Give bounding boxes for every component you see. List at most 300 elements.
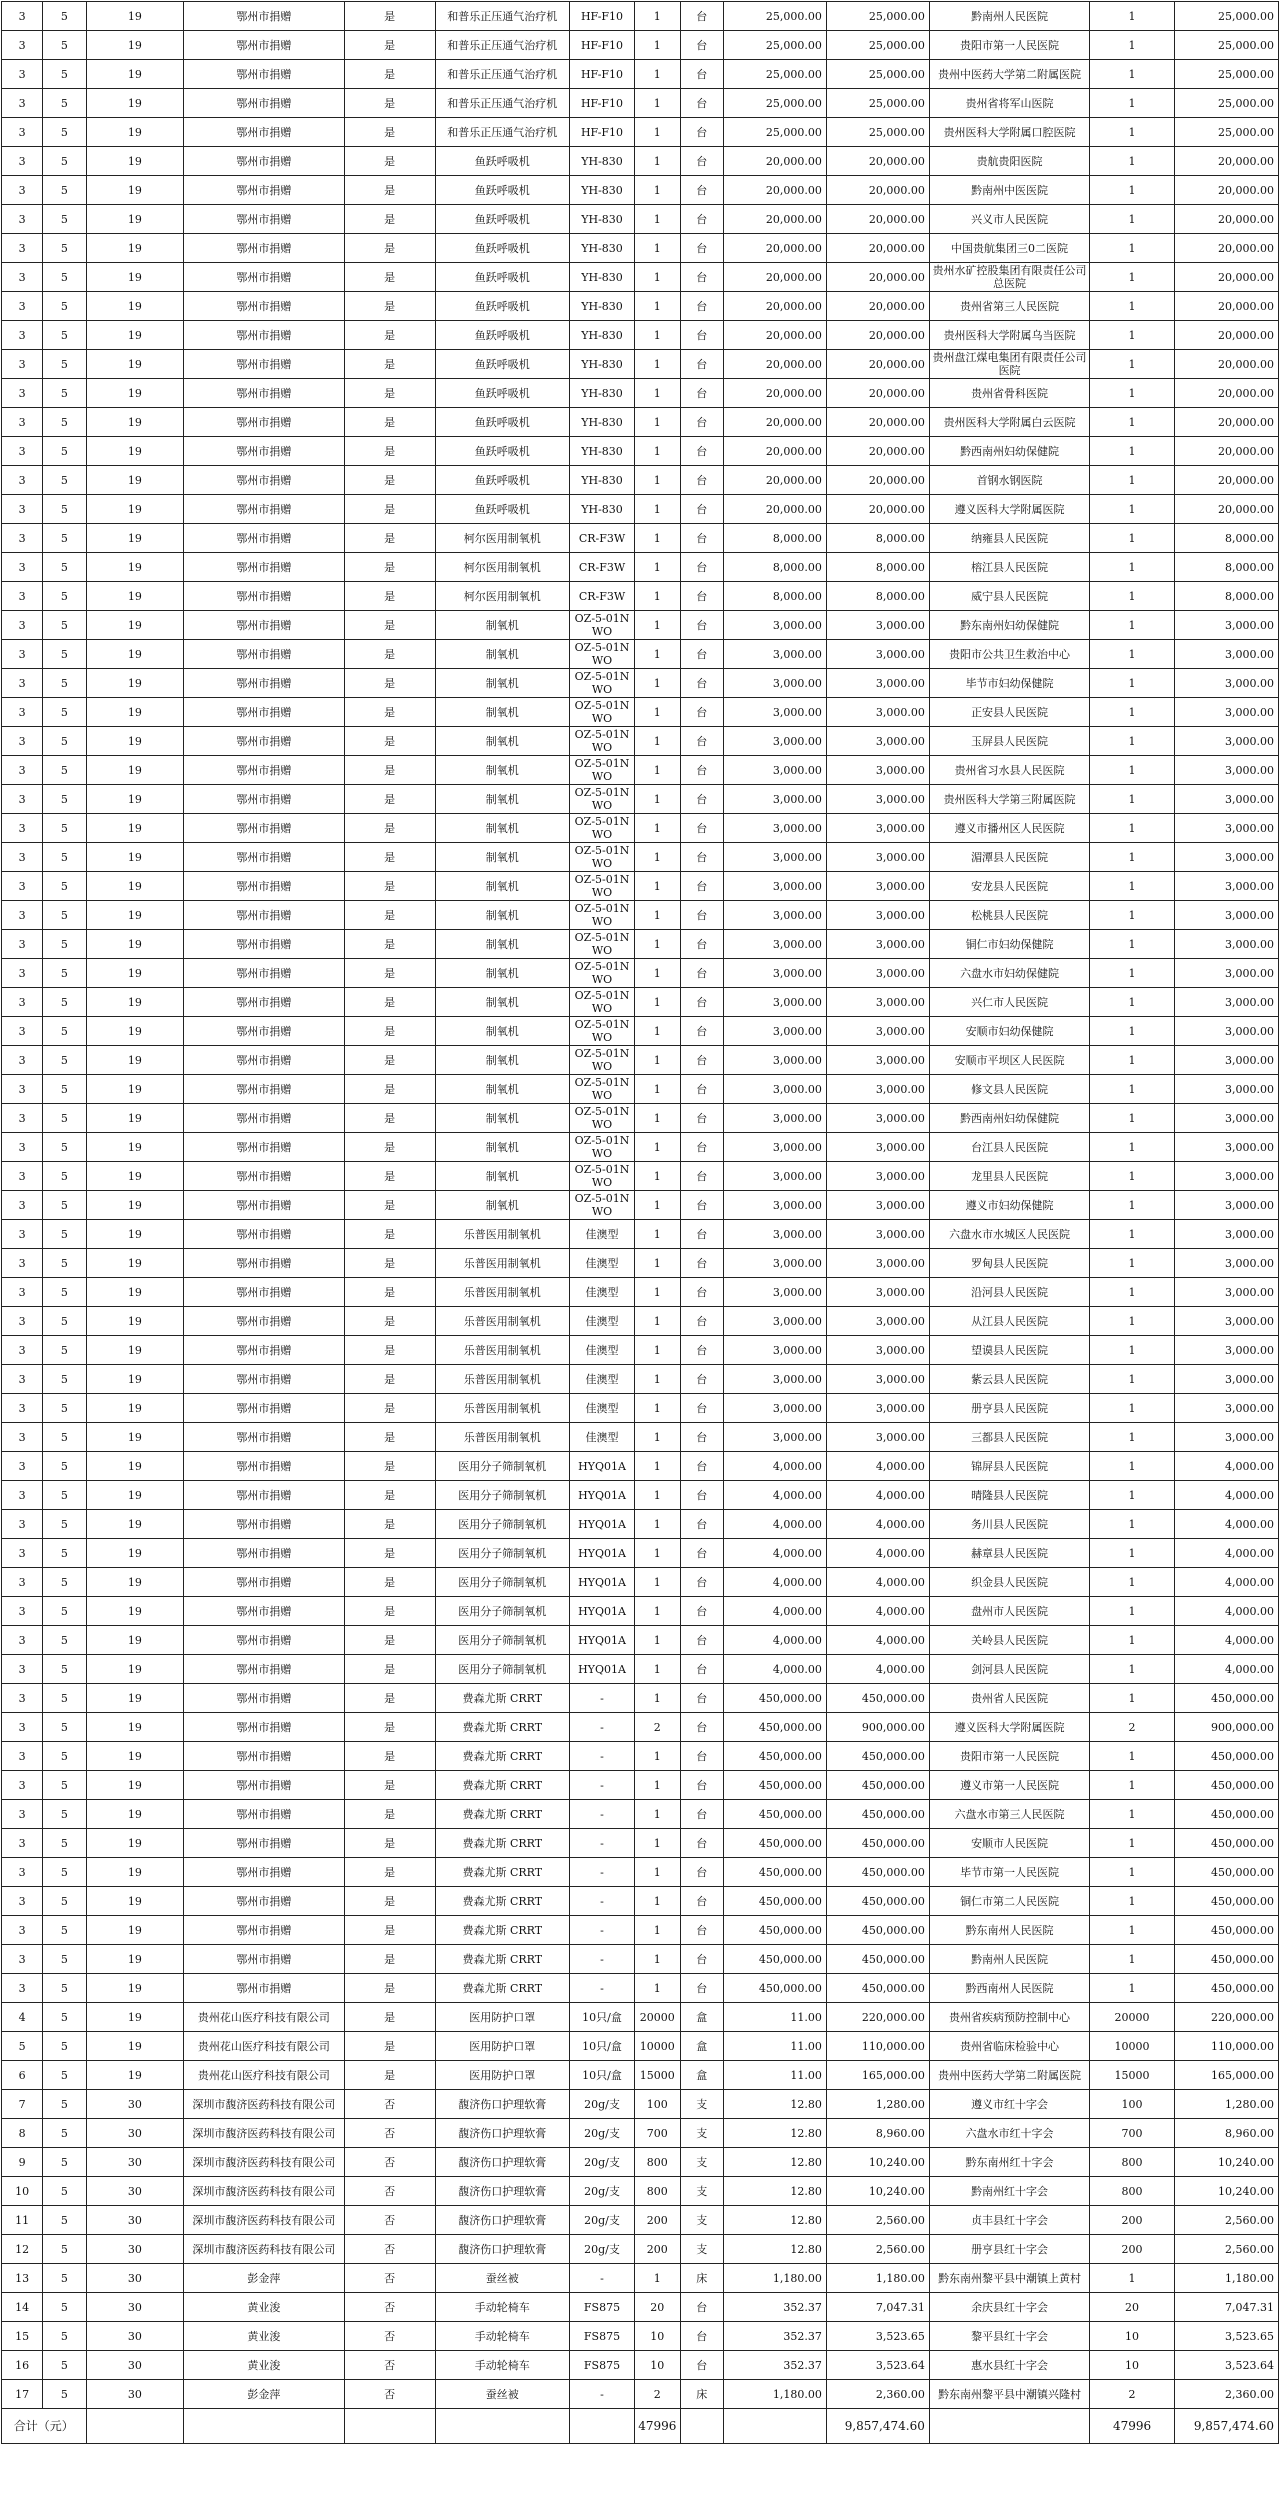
cell-qty: 1: [635, 1829, 681, 1858]
cell-amount: 25,000.00: [826, 31, 929, 60]
cell-unit: 台: [680, 118, 723, 147]
cell-spec: OZ-5-01NWO: [570, 843, 635, 872]
total-dist-qty: 47996: [1090, 2409, 1175, 2444]
cell-recipient: 从江县人民医院: [929, 1307, 1089, 1336]
cell-recipient: 贵航贵阳医院: [929, 147, 1089, 176]
cell-code: 19: [86, 205, 184, 234]
cell-seq: 3: [2, 234, 43, 263]
table-row: [2, 205, 1279, 234]
table-row: [2, 1713, 1279, 1742]
cell-price: 12.80: [723, 2206, 826, 2235]
cell-qty: 700: [635, 2119, 681, 2148]
cell-dist-amount: 20,000.00: [1174, 263, 1278, 292]
cell-dist-amount: 220,000.00: [1174, 2003, 1278, 2032]
cell-code: 30: [86, 2177, 184, 2206]
cell-qty: 1: [635, 437, 681, 466]
cell-unit: 台: [680, 698, 723, 727]
cell-spec: CR-F3W: [570, 582, 635, 611]
cell-recipient: 贵州省临床检验中心: [929, 2032, 1089, 2061]
cell-price: 3,000.00: [723, 1017, 826, 1046]
cell-dist-qty: 1: [1090, 988, 1175, 1017]
cell-spec: OZ-5-01NWO: [570, 988, 635, 1017]
cell-unit: 台: [680, 1394, 723, 1423]
cell-item: 制氧机: [435, 930, 569, 959]
cell-unit: 盒: [680, 2003, 723, 2032]
cell-dist-amount: 450,000.00: [1174, 1858, 1278, 1887]
cell-item: 手动轮椅车: [435, 2322, 569, 2351]
cell-seq: 3: [2, 1104, 43, 1133]
cell-spec: 20g/支: [570, 2119, 635, 2148]
cell-code: 19: [86, 1771, 184, 1800]
cell-price: 3,000.00: [723, 785, 826, 814]
cell-spec: OZ-5-01NWO: [570, 814, 635, 843]
table-row: [2, 901, 1279, 930]
cell-recipient: 修文县人民医院: [929, 1075, 1089, 1104]
cell-code: 19: [86, 959, 184, 988]
cell-dist-amount: 3,000.00: [1174, 785, 1278, 814]
cell-seq: 3: [2, 959, 43, 988]
cell-spec: HYQ01A: [570, 1626, 635, 1655]
cell-amount: 3,000.00: [826, 959, 929, 988]
cell-amount: 450,000.00: [826, 1800, 929, 1829]
cell-unit: 台: [680, 1684, 723, 1713]
cell-item: 馥济伤口护理软膏: [435, 2206, 569, 2235]
cell-amount: 3,000.00: [826, 1046, 929, 1075]
cell-dist-qty: 1: [1090, 1887, 1175, 1916]
cell-donor: 黄业浚: [184, 2293, 344, 2322]
cell-code: 19: [86, 611, 184, 640]
cell-qty: 1: [635, 1481, 681, 1510]
cell-recipient: 黔南州人民医院: [929, 1945, 1089, 1974]
cell-code: 19: [86, 843, 184, 872]
cell-recipient: 黔南州红十字会: [929, 2177, 1089, 2206]
cell-amount: 20,000.00: [826, 205, 929, 234]
cell-donor: 鄂州市捐赠: [184, 930, 344, 959]
cell-dist-qty: 1: [1090, 1945, 1175, 1974]
cell-recipient: 毕节市第一人民医院: [929, 1858, 1089, 1887]
cell-unit: 台: [680, 814, 723, 843]
cell-code: 19: [86, 1046, 184, 1075]
cell-item: 制氧机: [435, 988, 569, 1017]
cell-amount: 3,000.00: [826, 1220, 929, 1249]
cell-flag: 是: [344, 31, 435, 60]
cell-flag: 是: [344, 495, 435, 524]
cell-unit: 台: [680, 1887, 723, 1916]
cell-qty: 1: [635, 2, 681, 31]
cell-price: 25,000.00: [723, 89, 826, 118]
cell-flag: 是: [344, 1133, 435, 1162]
cell-batch: 5: [43, 2177, 86, 2206]
cell-donor: 鄂州市捐赠: [184, 495, 344, 524]
cell-dist-qty: 1: [1090, 582, 1175, 611]
cell-dist-amount: 3,000.00: [1174, 1423, 1278, 1452]
cell-batch: 5: [43, 89, 86, 118]
cell-code: 19: [86, 118, 184, 147]
cell-flag: 是: [344, 1394, 435, 1423]
cell-seq: 3: [2, 1858, 43, 1887]
cell-item: 医用分子筛制氧机: [435, 1655, 569, 1684]
cell-item: 鱼跃呼吸机: [435, 147, 569, 176]
table-row: [2, 2235, 1279, 2264]
cell-dist-amount: 3,000.00: [1174, 930, 1278, 959]
cell-spec: OZ-5-01NWO: [570, 1017, 635, 1046]
cell-amount: 3,000.00: [826, 872, 929, 901]
cell-flag: 是: [344, 1742, 435, 1771]
cell-batch: 5: [43, 1278, 86, 1307]
cell-price: 12.80: [723, 2090, 826, 2119]
cell-amount: 25,000.00: [826, 60, 929, 89]
cell-code: 19: [86, 1916, 184, 1945]
cell-code: 19: [86, 1336, 184, 1365]
cell-code: 19: [86, 2, 184, 31]
cell-price: 25,000.00: [723, 31, 826, 60]
cell-spec: -: [570, 1742, 635, 1771]
cell-item: 费森尤斯 CRRT: [435, 1742, 569, 1771]
cell-flag: 否: [344, 2264, 435, 2293]
cell-qty: 1: [635, 1249, 681, 1278]
table-row: [2, 2148, 1279, 2177]
cell-flag: 否: [344, 2235, 435, 2264]
cell-unit: 台: [680, 1539, 723, 1568]
cell-code: 19: [86, 60, 184, 89]
cell-qty: 1: [635, 1684, 681, 1713]
cell-amount: 20,000.00: [826, 379, 929, 408]
cell-batch: 5: [43, 1104, 86, 1133]
cell-seq: 12: [2, 2235, 43, 2264]
cell-qty: 1: [635, 1452, 681, 1481]
cell-unit: 台: [680, 1365, 723, 1394]
cell-donor: 鄂州市捐赠: [184, 466, 344, 495]
cell-donor: 鄂州市捐赠: [184, 1539, 344, 1568]
cell-batch: 5: [43, 437, 86, 466]
cell-item: 手动轮椅车: [435, 2293, 569, 2322]
cell-item: 费森尤斯 CRRT: [435, 1829, 569, 1858]
cell-code: 19: [86, 1394, 184, 1423]
cell-spec: -: [570, 1887, 635, 1916]
cell-amount: 3,000.00: [826, 1278, 929, 1307]
cell-qty: 1: [635, 1916, 681, 1945]
cell-qty: 1: [635, 1423, 681, 1452]
cell-price: 3,000.00: [723, 930, 826, 959]
cell-recipient: 黔西南州妇幼保健院: [929, 437, 1089, 466]
cell-price: 8,000.00: [723, 524, 826, 553]
cell-flag: 是: [344, 1945, 435, 1974]
cell-recipient: 织金县人民医院: [929, 1568, 1089, 1597]
table-row: [2, 1104, 1279, 1133]
cell-donor: 彭金萍: [184, 2264, 344, 2293]
cell-dist-qty: 1: [1090, 147, 1175, 176]
table-row: [2, 263, 1279, 292]
cell-dist-amount: 4,000.00: [1174, 1597, 1278, 1626]
cell-qty: 1: [635, 1626, 681, 1655]
cell-item: 鱼跃呼吸机: [435, 234, 569, 263]
cell-item: 乐普医用制氧机: [435, 1278, 569, 1307]
cell-code: 19: [86, 669, 184, 698]
cell-qty: 1: [635, 118, 681, 147]
cell-qty: 10: [635, 2322, 681, 2351]
cell-unit: 台: [680, 379, 723, 408]
cell-batch: 5: [43, 524, 86, 553]
cell-donor: 鄂州市捐赠: [184, 640, 344, 669]
cell-amount: 3,000.00: [826, 1365, 929, 1394]
cell-amount: 20,000.00: [826, 292, 929, 321]
cell-qty: 1: [635, 785, 681, 814]
cell-flag: 是: [344, 379, 435, 408]
cell-spec: OZ-5-01NWO: [570, 1162, 635, 1191]
cell-seq: 3: [2, 669, 43, 698]
cell-dist-qty: 1: [1090, 1104, 1175, 1133]
cell-spec: YH-830: [570, 147, 635, 176]
cell-donor: 鄂州市捐赠: [184, 1742, 344, 1771]
cell-code: 19: [86, 1220, 184, 1249]
cell-seq: 3: [2, 89, 43, 118]
table-row: [2, 379, 1279, 408]
cell-dist-amount: 450,000.00: [1174, 1800, 1278, 1829]
table-row: [2, 1945, 1279, 1974]
cell-item: 乐普医用制氧机: [435, 1336, 569, 1365]
cell-item: 鱼跃呼吸机: [435, 176, 569, 205]
cell-qty: 1: [635, 611, 681, 640]
cell-spec: 佳澳型: [570, 1365, 635, 1394]
cell-batch: 5: [43, 379, 86, 408]
table-row: [2, 2090, 1279, 2119]
cell-recipient: 贵州水矿控股集团有限责任公司总医院: [929, 263, 1089, 292]
cell-dist-qty: 1: [1090, 60, 1175, 89]
cell-dist-amount: 20,000.00: [1174, 466, 1278, 495]
cell-unit: 台: [680, 2351, 723, 2380]
cell-dist-amount: 3,000.00: [1174, 1336, 1278, 1365]
cell-recipient: 贵州医科大学附属白云医院: [929, 408, 1089, 437]
cell-spec: HF-F10: [570, 31, 635, 60]
cell-amount: 450,000.00: [826, 1684, 929, 1713]
cell-amount: 20,000.00: [826, 147, 929, 176]
cell-dist-amount: 20,000.00: [1174, 495, 1278, 524]
cell-donor: 鄂州市捐赠: [184, 1104, 344, 1133]
cell-recipient: 台江县人民医院: [929, 1133, 1089, 1162]
cell-qty: 15000: [635, 2061, 681, 2090]
cell-donor: 深圳市馥济医药科技有限公司: [184, 2119, 344, 2148]
cell-dist-qty: 1: [1090, 1597, 1175, 1626]
cell-dist-qty: 1: [1090, 1336, 1175, 1365]
cell-recipient: 正安县人民医院: [929, 698, 1089, 727]
cell-unit: 台: [680, 1945, 723, 1974]
cell-spec: -: [570, 2264, 635, 2293]
cell-item: 鱼跃呼吸机: [435, 263, 569, 292]
cell-dist-qty: 1: [1090, 1742, 1175, 1771]
cell-donor: 鄂州市捐赠: [184, 1771, 344, 1800]
cell-code: 30: [86, 2380, 184, 2409]
cell-price: 4,000.00: [723, 1481, 826, 1510]
cell-amount: 3,000.00: [826, 1394, 929, 1423]
cell-batch: 5: [43, 988, 86, 1017]
cell-donor: 鄂州市捐赠: [184, 814, 344, 843]
cell-donor: 鄂州市捐赠: [184, 1307, 344, 1336]
cell-batch: 5: [43, 1133, 86, 1162]
cell-item: 费森尤斯 CRRT: [435, 1974, 569, 2003]
cell-batch: 5: [43, 2, 86, 31]
table-row: [2, 959, 1279, 988]
cell-code: 19: [86, 1539, 184, 1568]
cell-donor: 鄂州市捐赠: [184, 234, 344, 263]
cell-price: 450,000.00: [723, 1713, 826, 1742]
cell-price: 4,000.00: [723, 1510, 826, 1539]
cell-dist-amount: 25,000.00: [1174, 118, 1278, 147]
cell-dist-qty: 1: [1090, 553, 1175, 582]
cell-price: 3,000.00: [723, 756, 826, 785]
cell-qty: 1: [635, 1655, 681, 1684]
cell-dist-qty: 10: [1090, 2351, 1175, 2380]
cell-recipient: 黔西南州妇幼保健院: [929, 1104, 1089, 1133]
cell-batch: 5: [43, 582, 86, 611]
cell-dist-qty: 1: [1090, 1017, 1175, 1046]
cell-flag: 是: [344, 582, 435, 611]
cell-flag: 是: [344, 1829, 435, 1858]
cell-qty: 1: [635, 60, 681, 89]
cell-amount: 4,000.00: [826, 1481, 929, 1510]
cell-recipient: 遵义市妇幼保健院: [929, 1191, 1089, 1220]
cell-spec: YH-830: [570, 408, 635, 437]
cell-seq: 3: [2, 582, 43, 611]
cell-code: 19: [86, 31, 184, 60]
cell-unit: 台: [680, 1916, 723, 1945]
cell-item: 柯尔医用制氧机: [435, 582, 569, 611]
cell-flag: 是: [344, 118, 435, 147]
cell-batch: 5: [43, 466, 86, 495]
cell-price: 450,000.00: [723, 1829, 826, 1858]
cell-price: 3,000.00: [723, 814, 826, 843]
cell-qty: 1: [635, 176, 681, 205]
cell-code: 19: [86, 1249, 184, 1278]
cell-code: 19: [86, 1713, 184, 1742]
cell-code: 19: [86, 698, 184, 727]
cell-price: 3,000.00: [723, 872, 826, 901]
cell-dist-qty: 1: [1090, 495, 1175, 524]
cell-flag: 是: [344, 205, 435, 234]
cell-qty: 800: [635, 2148, 681, 2177]
cell-qty: 1: [635, 1539, 681, 1568]
cell-flag: 是: [344, 1191, 435, 1220]
cell-dist-amount: 20,000.00: [1174, 292, 1278, 321]
cell-amount: 20,000.00: [826, 495, 929, 524]
cell-dist-amount: 4,000.00: [1174, 1539, 1278, 1568]
cell-spec: YH-830: [570, 350, 635, 379]
table-row: [2, 2322, 1279, 2351]
cell-qty: 1: [635, 1510, 681, 1539]
table-row: [2, 1017, 1279, 1046]
cell-unit: 台: [680, 1104, 723, 1133]
cell-donor: 鄂州市捐赠: [184, 1423, 344, 1452]
cell-dist-amount: 3,000.00: [1174, 872, 1278, 901]
cell-qty: 1: [635, 698, 681, 727]
cell-recipient: 湄潭县人民医院: [929, 843, 1089, 872]
cell-code: 19: [86, 1945, 184, 1974]
cell-dist-qty: 1: [1090, 930, 1175, 959]
cell-amount: 10,240.00: [826, 2148, 929, 2177]
cell-donor: 鄂州市捐赠: [184, 872, 344, 901]
cell-donor: 鄂州市捐赠: [184, 611, 344, 640]
cell-dist-qty: 1: [1090, 1829, 1175, 1858]
table-row: [2, 408, 1279, 437]
cell-seq: 3: [2, 292, 43, 321]
cell-unit: 台: [680, 1829, 723, 1858]
cell-recipient: 龙里县人民医院: [929, 1162, 1089, 1191]
cell-amount: 3,000.00: [826, 901, 929, 930]
cell-unit: 台: [680, 2293, 723, 2322]
cell-item: 乐普医用制氧机: [435, 1249, 569, 1278]
cell-spec: -: [570, 1771, 635, 1800]
cell-unit: 台: [680, 176, 723, 205]
cell-amount: 450,000.00: [826, 1916, 929, 1945]
table-row: [2, 1394, 1279, 1423]
cell-price: 3,000.00: [723, 1365, 826, 1394]
cell-qty: 1: [635, 263, 681, 292]
table-row: [2, 1887, 1279, 1916]
cell-flag: 是: [344, 1713, 435, 1742]
cell-batch: 5: [43, 1017, 86, 1046]
cell-spec: HYQ01A: [570, 1510, 635, 1539]
cell-batch: 5: [43, 1800, 86, 1829]
cell-flag: 是: [344, 466, 435, 495]
table-row: [2, 2061, 1279, 2090]
cell-dist-qty: 1: [1090, 1046, 1175, 1075]
table-row: [2, 31, 1279, 60]
cell-flag: 否: [344, 2322, 435, 2351]
cell-amount: 3,000.00: [826, 727, 929, 756]
cell-batch: 5: [43, 756, 86, 785]
cell-recipient: 册亨县红十字会: [929, 2235, 1089, 2264]
cell-item: 制氧机: [435, 1046, 569, 1075]
cell-donor: 鄂州市捐赠: [184, 1829, 344, 1858]
cell-flag: 是: [344, 292, 435, 321]
table-row: [2, 466, 1279, 495]
cell-dist-amount: 3,000.00: [1174, 756, 1278, 785]
cell-dist-amount: 20,000.00: [1174, 350, 1278, 379]
cell-dist-qty: 1: [1090, 234, 1175, 263]
cell-donor: 鄂州市捐赠: [184, 1568, 344, 1597]
cell-code: 30: [86, 2322, 184, 2351]
cell-batch: 5: [43, 1655, 86, 1684]
cell-amount: 450,000.00: [826, 1771, 929, 1800]
cell-donor: 鄂州市捐赠: [184, 292, 344, 321]
cell-price: 3,000.00: [723, 1162, 826, 1191]
cell-flag: 是: [344, 524, 435, 553]
cell-recipient: 贵州省人民医院: [929, 1684, 1089, 1713]
cell-amount: 900,000.00: [826, 1713, 929, 1742]
cell-batch: 5: [43, 2235, 86, 2264]
cell-recipient: 务川县人民医院: [929, 1510, 1089, 1539]
cell-seq: 7: [2, 2090, 43, 2119]
cell-amount: 3,000.00: [826, 1423, 929, 1452]
cell-item: 制氧机: [435, 698, 569, 727]
cell-code: 19: [86, 901, 184, 930]
cell-recipient: 沿河县人民医院: [929, 1278, 1089, 1307]
cell-amount: 4,000.00: [826, 1655, 929, 1684]
cell-batch: 5: [43, 2293, 86, 2322]
total-qty: 47996: [635, 2409, 681, 2444]
cell-unit: 台: [680, 1742, 723, 1771]
cell-price: 3,000.00: [723, 1249, 826, 1278]
cell-dist-amount: 4,000.00: [1174, 1626, 1278, 1655]
cell-spec: -: [570, 1800, 635, 1829]
cell-unit: 台: [680, 988, 723, 1017]
cell-amount: 25,000.00: [826, 2, 929, 31]
cell-seq: 3: [2, 930, 43, 959]
cell-price: 25,000.00: [723, 118, 826, 147]
cell-dist-amount: 3,000.00: [1174, 698, 1278, 727]
cell-qty: 10: [635, 2351, 681, 2380]
cell-recipient: 贵阳市第一人民医院: [929, 31, 1089, 60]
cell-dist-amount: 450,000.00: [1174, 1887, 1278, 1916]
